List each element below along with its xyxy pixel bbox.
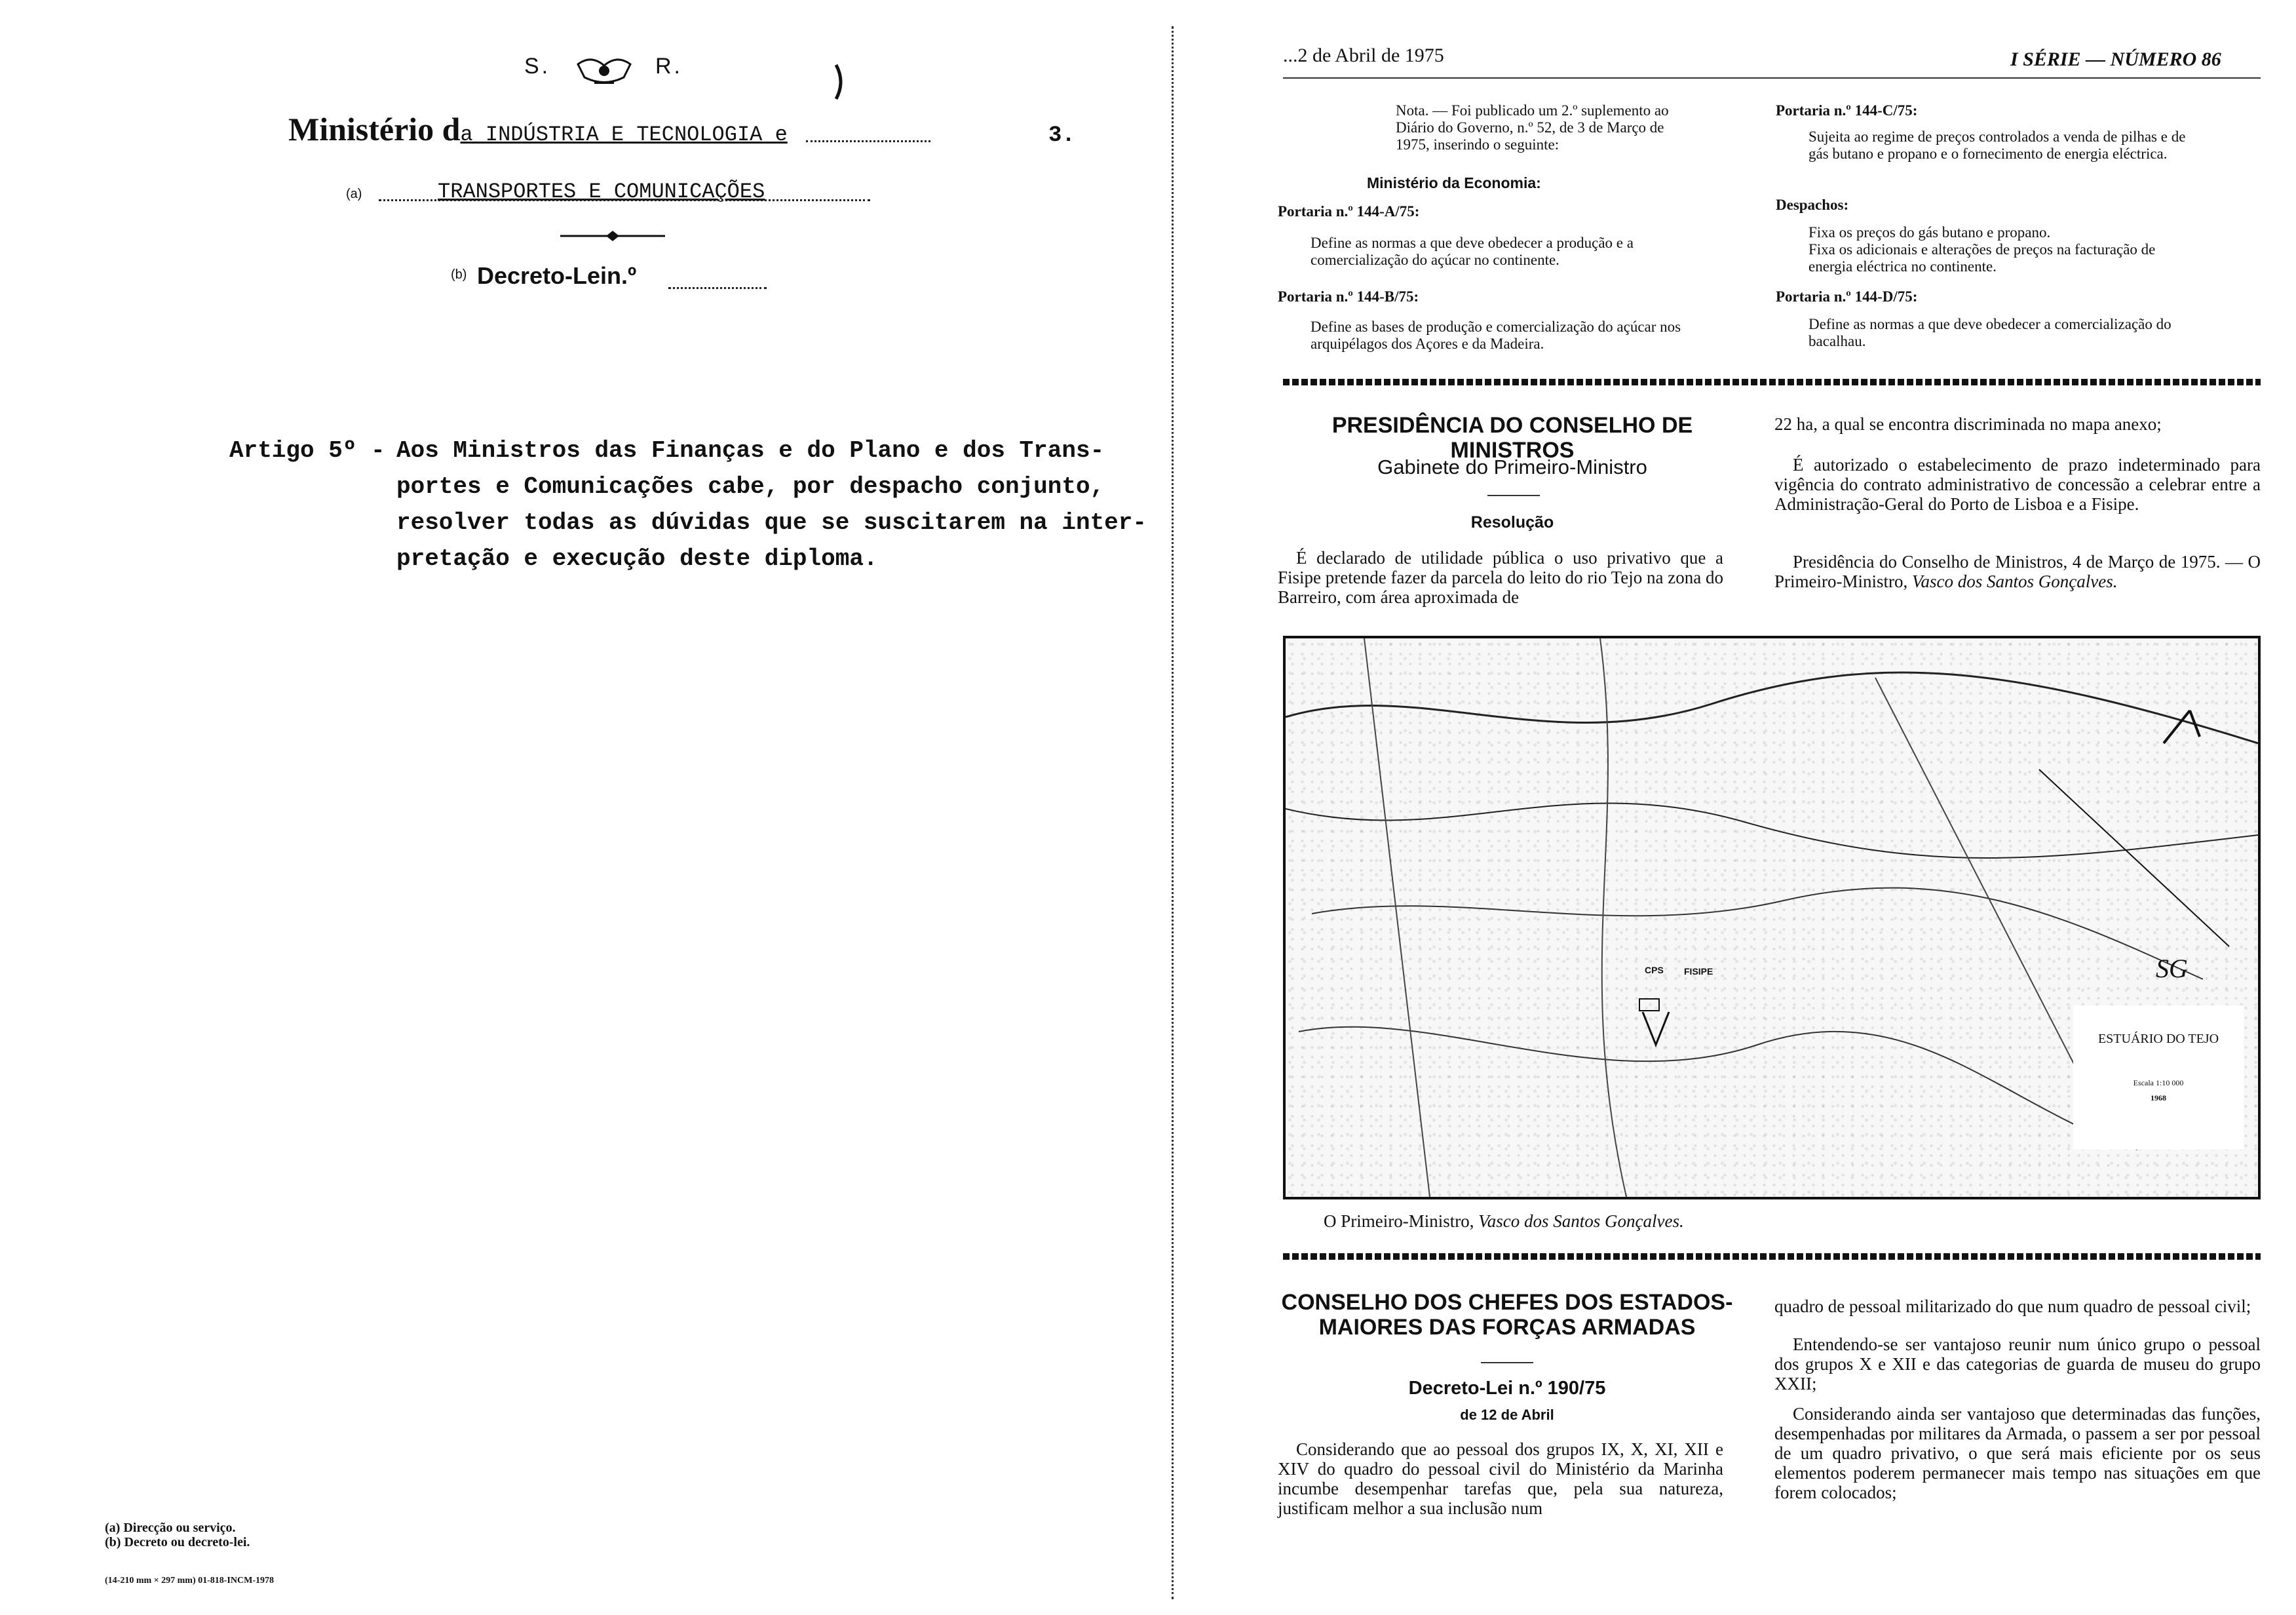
ornament-divider-icon: [560, 228, 665, 244]
article-line-3: resolver todas as dúvidas que se suscitarem na inter-: [396, 509, 1147, 536]
ministry-name: a INDÚSTRIA E TECNOLOGIA e: [460, 123, 788, 147]
print-code: (14-210 mm × 297 mm) 01-818-INCM-1978: [105, 1576, 274, 1586]
resolucao-text: É declarado de utilidade pública o uso privativo que a Fisipe pretende fazer da parcela do leito do rio Tejo na zona do Barreiro, com área aproximada de: [1278, 548, 1723, 607]
ministry-line-2: TRANSPORTES E COMUNICAÇÕES: [438, 180, 765, 204]
portaria-c-text: Sujeita ao regime de preços controlados a venda de pilhas e de gás butano e propano e o fornecimento de energia eléctrica.: [1808, 128, 2186, 162]
resolucao-title: Resolução: [1470, 513, 1554, 532]
note-b-marker: (b): [451, 267, 467, 282]
portaria-b-text: Define as bases de produção e comercialização do açúcar nos arquipélagos dos Açores e da Madeira.: [1311, 319, 1681, 352]
map-legend-title: ESTUÁRIO DO TEJO: [2097, 1032, 2219, 1046]
decree-dotted-line: [668, 287, 767, 289]
resolucao-cont-3-prefix: Presidência do Conselho de Ministros, 4 de Março de 1975. — O Primeiro-Ministro,: [1774, 552, 2261, 591]
gabinete-title: Gabinete do Primeiro-Ministro: [1377, 456, 1647, 478]
footnote-a: (a) Direcção ou serviço.: [105, 1521, 236, 1535]
header-date: ...2 de Abril de 1975: [1283, 45, 1444, 66]
header-series: I SÉRIE — NÚMERO 86: [2010, 49, 2221, 70]
decreto-cont-2: Entendendo-se ser vantajoso reunir num único grupo o pessoal dos grupos X e XII e das categorias de guarda de museu do grupo XXII;: [1774, 1334, 2261, 1393]
resolucao-cont-3-name: Vasco dos Santos Gonçalves.: [1912, 572, 2118, 591]
decreto-title: Decreto-Lei n.º 190/75: [1408, 1378, 1606, 1399]
article-line-1: Aos Ministros das Finanças e do Plano e dos Trans-: [396, 437, 1105, 464]
bracket-mark-icon: [831, 62, 851, 102]
signature-prefix: O Primeiro-Ministro,: [1324, 1211, 1479, 1231]
section-divider-2: [1283, 1253, 2261, 1260]
map-label-fisipe: FISIPE: [1684, 966, 1713, 977]
map-legend-year: 1968: [2151, 1093, 2166, 1102]
portaria-b-title: Portaria n.º 144-B/75:: [1278, 288, 1419, 305]
map-signature: SG: [2156, 954, 2188, 983]
article-line-4: pretação e execução deste diploma.: [396, 545, 878, 572]
nota-text: Nota. — Foi publicado um 2.º suplemento ao Diário do Governo, n.º 52, de 3 de Março de 1975, inserindo o seguinte:: [1396, 102, 1669, 153]
ministerio-economia: Ministério da Economia:: [1367, 174, 1541, 191]
resolucao-cont-1: 22 ha, a qual se encontra discriminada no mapa anexo;: [1774, 414, 2162, 434]
seal-left-text: S.: [524, 54, 551, 79]
footnote-b: (b) Decreto ou decreto-lei.: [105, 1535, 250, 1549]
portaria-a-title: Portaria n.º 144-A/75:: [1278, 203, 1420, 220]
portaria-d-text: Define as normas a que deve obedecer a comercialização do bacalhau.: [1808, 316, 2172, 349]
note-a-marker: (a): [346, 187, 362, 201]
portaria-d-title: Portaria n.º 144-D/75:: [1776, 288, 1918, 305]
ministry-line-1: [288, 110, 788, 148]
map-label-cps: CPS: [1645, 965, 1664, 975]
conselho-rule: [1481, 1362, 1533, 1363]
article-text: [396, 433, 1150, 577]
gabinete-rule: [1487, 495, 1540, 496]
presidencia-title: PRESIDÊNCIA DO CONSELHO DE MINISTROS: [1331, 413, 1693, 463]
page-gutter: [1172, 26, 1174, 1599]
resolucao-cont-2: É autorizado o estabelecimento de prazo indeterminado para vigência do contrato administrativo de concessão a celebrar entre a Administração-Geral do Porto de Lisboa e a Fisipe.: [1774, 455, 2261, 514]
portaria-a-text: Define as normas a que deve obedecer a produção e a comercialização do açúcar no continente.: [1311, 235, 1634, 268]
despachos-text-1: Fixa os preços do gás butano e propano.: [1808, 224, 2051, 241]
seal-right-text: R.: [655, 54, 683, 79]
resolucao-cont-3: [1774, 552, 2261, 591]
right-page: [1265, 0, 2296, 1615]
despachos-title: Despachos:: [1776, 197, 1849, 213]
conselho-title: CONSELHO DOS CHEFES DOS ESTADOS-MAIORES DAS FORÇAS ARMADAS: [1281, 1290, 1733, 1340]
footnotes: [105, 1521, 250, 1549]
decreto-cont-1: quadro de pessoal militarizado do que num quadro de pessoal civil;: [1774, 1296, 2251, 1316]
map-legend: [2073, 1005, 2244, 1150]
decreto-date: de 12 de Abril: [1460, 1407, 1554, 1423]
signature-name: Vasco dos Santos Gonçalves.: [1478, 1211, 1684, 1231]
map-legend-scale: Escala 1:10 000: [2133, 1078, 2184, 1087]
ministry-line-2-dotted: [379, 199, 870, 201]
section-divider-1: [1283, 379, 2261, 385]
map-signature-line: [1324, 1211, 1684, 1232]
article-line-2: portes e Comunicações cabe, por despacho conjunto,: [396, 473, 1105, 500]
decreto-text: Considerando que ao pessoal dos grupos IX, X, XI, XII e XIV do quadro do pessoal civil do Ministério da Marinha incumbe desempenhar tarefas que, pela sua natureza, justificam melhor a sua inclusão num: [1278, 1439, 1723, 1518]
estuary-map: [1283, 636, 2261, 1199]
decreto-cont-3: Considerando ainda ser vantajoso que determinadas das funções, desempenhadas por militares da Armada, o passem a ser por pessoal de um quadro privativo, o que será mais eficiente por os seus elementos poderem permanecer mais tempo nas situações em que forem colocados;: [1774, 1404, 2261, 1502]
article-heading: Artigo 5º -: [229, 437, 385, 464]
page-number: 3.: [1048, 123, 1075, 148]
portaria-c-title: Portaria n.º 144-C/75:: [1776, 102, 1918, 119]
ministry-dotted-line: [806, 140, 930, 142]
despachos-text-2: Fixa os adicionais e alterações de preços na facturação de energia eléctrica no continente.: [1808, 241, 2156, 275]
coat-of-arms-icon: [571, 51, 637, 90]
decree-label: Decreto-Lein.º: [477, 262, 637, 289]
header-rule: [1283, 77, 2261, 79]
ministry-prefix: Ministério d: [288, 111, 461, 147]
